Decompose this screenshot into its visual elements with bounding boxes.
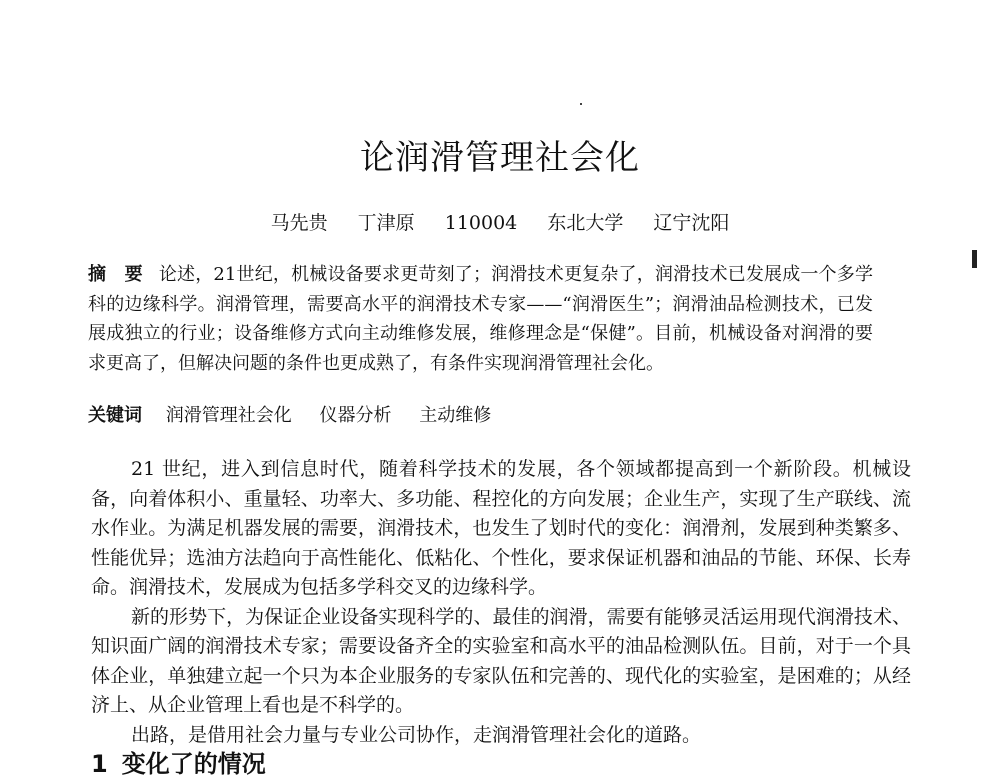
author-institution: 东北大学 (547, 212, 624, 234)
section-number: 1 (91, 750, 108, 778)
keyword: 仪器分析 (319, 405, 392, 426)
author-location: 辽宁沈阳 (653, 212, 730, 234)
body-text (91, 455, 911, 750)
abstract (88, 260, 873, 378)
body-paragraph: 新的形势下，为保证企业设备实现科学的、最佳的润滑，需要有能够灵活运用现代润滑技术、知识面广阔的润滑技术专家；需要设备齐全的实验室和高水平的油品检测队伍。目前，对于一个具体企业，单独建立起一个只为本企业服务的专家队伍和完善的、现代化的实验室，是困难的；从经济上、从企业管理上看也是不科学的。 (91, 605, 911, 716)
section-heading (91, 744, 266, 779)
section-title: 变化了的情况 (121, 750, 266, 778)
paper-title: 论润滑管理社会化 (360, 138, 640, 178)
scan-artifact-mark (972, 250, 977, 268)
scan-artifact-dot (580, 103, 582, 105)
keyword: 主动维修 (419, 405, 492, 426)
abstract-label: 摘 要 (88, 264, 149, 285)
abstract-text: 论述，21世纪，机械设备要求更苛刻了；润滑技术更复杂了，润滑技术已发展成一个多学科的边缘科学。润滑管理，需要高水平的润滑技术专家——“润滑医生”；润滑油品检测技术，已发展成独立的行业；设备维修方式向主动维修发展，维修理念是“保健”。目前，机械设备对润滑的要求更高了，但解决问题的条件也更成熟了，有条件实现润滑管理社会化。 (88, 264, 873, 374)
keyword: 润滑管理社会化 (165, 405, 292, 426)
keywords (88, 401, 513, 427)
body-paragraph: 出路，是借用社会力量与专业公司协作，走润滑管理社会化的道路。 (131, 723, 702, 746)
keywords-label: 关键词 (88, 405, 142, 426)
author-postcode: 110004 (444, 212, 518, 234)
body-paragraph: 21 世纪，进入到信息时代，随着科学技术的发展，各个领域都提高到一个新阶段。机械设备，向着体积小、重量轻、功率大、多功能、程控化的方向发展；企业生产，实现了生产联线、流水作业。为满足机器发展的需要，润滑技术，也发生了划时代的变化：润滑剂，发展到种类繁多、性能优异；选油方法趋向于高性能化、低粘化、个性化，要求保证机器和油品的节能、环保、长寿命。润滑技术，发展成为包括多学科交叉的边缘科学。 (91, 458, 911, 598)
author-name: 马先贵 (270, 212, 328, 234)
author-line (0, 208, 1000, 235)
author-name: 丁津原 (357, 212, 415, 234)
